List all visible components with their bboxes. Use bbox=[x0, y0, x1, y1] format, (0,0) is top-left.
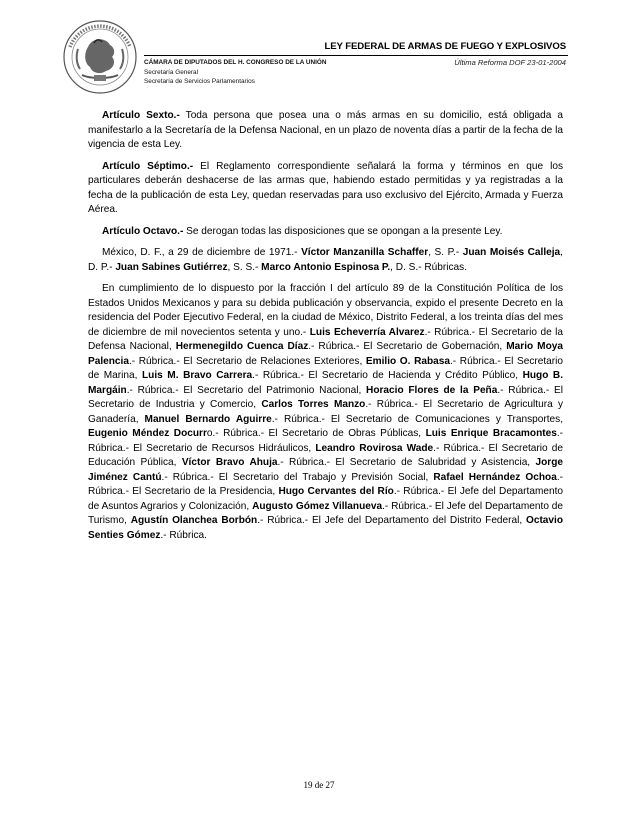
article-octavo bbox=[88, 225, 563, 240]
official-name: Jorge Jiménez Cantú bbox=[88, 457, 563, 483]
official-name: Horacio Flores de la Peña bbox=[366, 384, 498, 396]
mexico-coat-of-arms-seal-icon bbox=[60, 17, 140, 99]
text-span: .- Rúbrica.- El Secretario de Hacienda y Crédito Público, bbox=[252, 370, 523, 381]
text-span: .- Rúbrica.- El Secretario del Trabajo y Previsión Social, bbox=[161, 471, 434, 483]
official-name: Augusto Gómez Villanueva bbox=[252, 500, 383, 512]
signatory-name: Juan Moisés Calleja bbox=[462, 247, 561, 258]
article-label: Artículo Octavo.- bbox=[102, 225, 184, 237]
org-chamber: CÁMARA DE DIPUTADOS DEL H. CONGRESO DE LA UNIÓN bbox=[144, 59, 327, 66]
article-text: El Reglamento correspondiente señalará la forma y términos en que los particulares deberán deshacerse de las armas que, habiendo estado permitidas y ya registradas a la fecha de la publicación de esta Ley, quedan reservadas para uso exclusivo del Ejército, Armada y Fuerza Aérea. bbox=[88, 160, 564, 215]
official-name: Manuel Bernardo Aguirre bbox=[144, 413, 272, 425]
document-title: LEY FEDERAL DE ARMAS DE FUEGO Y EXPLOSIVOS bbox=[324, 41, 566, 52]
text-span: En cumplimiento de lo dispuesto por la fracción I del artículo 89 de la Constitución Política de los Estados Unidos Mexicanos y para su debida publicación y observancia, expido el presente Decreto en la residencia del Poder Ejecutivo Federal, en la ciudad de México, Distrito Federal, a los treinta días del mes de diciembre de mil novecientos setenta y uno.- bbox=[88, 283, 563, 338]
article-label: Artículo Séptimo.- bbox=[102, 160, 194, 172]
org-parliamentary-services: Secretaría de Servicios Parlamentarios bbox=[144, 78, 255, 86]
official-name: Leandro Rovirosa Wade bbox=[315, 442, 434, 454]
signatory-name: Juan Sabines Gutiérrez bbox=[115, 261, 228, 273]
article-text: Se derogan todas las disposiciones que se opongan a la presente Ley. bbox=[183, 225, 503, 237]
document-body bbox=[88, 109, 563, 550]
official-name: Hugo Cervantes del Río bbox=[278, 486, 394, 497]
text-span: .- Rúbrica.- El Secretario de Educación Pública, bbox=[88, 442, 563, 468]
text-span: , S. P.- bbox=[428, 247, 463, 258]
text-span: .- Rúbrica.- El Secretario de la Defensa Nacional, bbox=[88, 326, 563, 352]
official-name: Emilio O. Rabasa bbox=[365, 355, 450, 367]
signatory-name: Marco Antonio Espinosa P. bbox=[261, 261, 391, 273]
official-name: Luis M. Bravo Carrera bbox=[142, 370, 253, 381]
official-name: Hermenegildo Cuenca Díaz bbox=[175, 341, 309, 352]
text-span: .- Rúbrica.- El Secretario de Agricultura y Ganadería, bbox=[88, 399, 563, 425]
text-span: .- Rúbrica.- El Secretario de Industria y Comercio, bbox=[88, 384, 563, 410]
text-span: .- Rúbrica.- El Secretario de Marina, bbox=[88, 355, 563, 381]
last-reform-note: Última Reforma DOF 23-01-2004 bbox=[454, 58, 566, 67]
text-span: .- Rúbrica.- El Secretario de Relaciones Exteriores, bbox=[128, 355, 366, 367]
page-number: 19 de 27 bbox=[303, 780, 335, 790]
org-secretariat: Secretaría General bbox=[144, 68, 198, 76]
text-span: o.- Rúbrica.- El Secretario de Obras Públicas, bbox=[206, 428, 426, 439]
official-name: Luis Echeverría Alvarez bbox=[309, 326, 425, 338]
official-name: Agustín Olanchea Borbón bbox=[130, 515, 258, 526]
text-span: .- Rúbrica. bbox=[160, 529, 207, 541]
article-label: Artículo Sexto.- bbox=[102, 110, 180, 121]
article-text: Toda persona que posea una o más armas en su domicilio, está obligada a manifestarlo a la Secretaría de la Defensa Nacional, en un plazo de noventa días a partir de la fecha de la vigencia de esta Ley. bbox=[88, 110, 564, 150]
official-name: Carlos Torres Manzo bbox=[261, 399, 366, 410]
text-span: .- Rúbrica.- El Jefe del Departamento de Turismo, bbox=[88, 500, 564, 526]
official-name: Mario Moya Palencia bbox=[88, 341, 563, 367]
official-name: Eugenio Méndez Docurr bbox=[88, 428, 207, 439]
text-span: , S. S.- bbox=[227, 261, 262, 273]
text-span: .- Rúbrica.- El Jefe del Departamento de Asuntos Agrarios y Colonización, bbox=[88, 486, 563, 512]
official-name: Luis Enrique Bracamontes bbox=[425, 428, 557, 439]
official-name: Hugo B. Margáin bbox=[88, 370, 564, 396]
text-span: México, D. F., a 29 de diciembre de 1971.- bbox=[102, 247, 302, 258]
official-name: Víctor Bravo Ahuja bbox=[181, 457, 278, 468]
text-span: .- Rúbrica.- El Secretario de Recursos Hidráulicos, bbox=[88, 428, 563, 454]
issuing-organization bbox=[144, 58, 327, 87]
text-span: .- Rúbrica.- El Secretario de la Presidencia, bbox=[88, 471, 564, 497]
seal-graphic bbox=[60, 17, 140, 99]
text-span: .- Rúbrica.- El Secretario de Salubridad y Asistencia, bbox=[277, 457, 536, 468]
text-span: .- Rúbrica.- El Secretario de Comunicaciones y Transportes, bbox=[271, 413, 563, 425]
text-span: .- Rúbrica.- El Secretario del Patrimonio Nacional, bbox=[126, 384, 367, 396]
official-name: Rafael Hernández Ochoa bbox=[433, 471, 557, 483]
text-span: .- Rúbrica.- El Jefe del Departamento del Distrito Federal, bbox=[257, 515, 526, 526]
article-sexto bbox=[88, 109, 563, 153]
decree-paragraph bbox=[88, 282, 563, 543]
signatures-paragraph bbox=[88, 246, 563, 275]
article-septimo bbox=[88, 160, 563, 218]
text-span: .- Rúbrica.- El Secretario de Gobernación, bbox=[308, 341, 507, 352]
text-span: , D. P.- bbox=[88, 247, 563, 273]
official-name: Octavio Senties Gómez bbox=[88, 515, 564, 541]
header-divider bbox=[144, 55, 568, 56]
signatory-name: Víctor Manzanilla Schaffer bbox=[301, 247, 429, 258]
text-span: , D. S.- Rúbricas. bbox=[390, 261, 468, 273]
